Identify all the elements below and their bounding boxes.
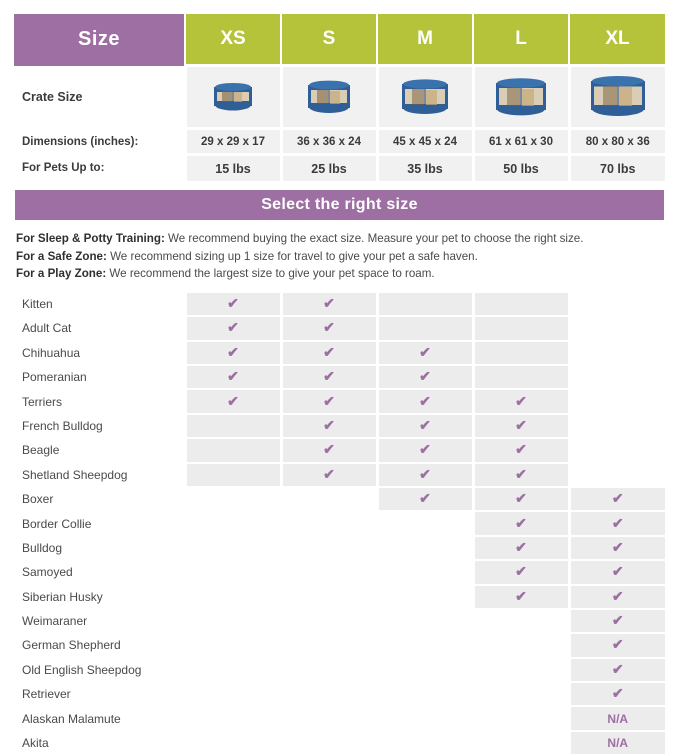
breed-fit-cell [473, 316, 569, 340]
check-icon: ✔ [227, 319, 239, 336]
breed-fit-cell [473, 438, 569, 462]
breed-matrix-table [14, 291, 665, 754]
check-icon: ✔ [515, 587, 527, 604]
crate-image-l [473, 66, 569, 129]
crate-image-m [377, 66, 473, 129]
breed-fit-cell [569, 585, 665, 609]
breed-fit-cell [185, 365, 281, 389]
check-icon: ✔ [227, 368, 239, 385]
breed-fit-cell [473, 536, 569, 560]
dimensions-xs: 29 x 29 x 17 [185, 129, 281, 155]
check-icon: ✔ [515, 490, 527, 507]
check-icon: ✔ [323, 465, 335, 482]
breed-fit-cell [185, 316, 281, 340]
breed-fit-cell [185, 463, 281, 487]
pets-up-to-label: For Pets Up to: [14, 155, 185, 182]
playpen-icon [304, 76, 354, 114]
breed-fit-cell [185, 511, 281, 535]
breed-fit-cell [377, 487, 473, 511]
dimensions-m: 45 x 45 x 24 [377, 129, 473, 155]
breed-name: French Bulldog [14, 414, 185, 438]
breed-fit-cell [185, 658, 281, 682]
table-row [14, 414, 665, 438]
breed-fit-cell [281, 487, 377, 511]
crate-size-label: Crate Size [14, 66, 185, 129]
breed-fit-cell [281, 536, 377, 560]
breed-fit-cell [377, 731, 473, 754]
breed-fit-cell [281, 389, 377, 413]
note-sleep-potty [16, 230, 663, 248]
breed-fit-cell [377, 341, 473, 365]
table-row [14, 560, 665, 584]
check-icon: ✔ [515, 563, 527, 580]
check-icon: ✔ [611, 612, 624, 629]
check-icon: ✔ [419, 343, 431, 360]
playpen-icon [398, 75, 452, 115]
breed-fit-cell [473, 585, 569, 609]
weight-s: 25 lbs [281, 155, 377, 182]
breed-fit-cell [281, 316, 377, 340]
check-icon: ✔ [515, 465, 527, 482]
check-icon: ✔ [323, 441, 335, 458]
breed-fit-cell [185, 438, 281, 462]
breed-fit-cell [281, 585, 377, 609]
check-icon: ✔ [515, 416, 527, 433]
table-row [14, 682, 665, 706]
breed-name: Siberian Husky [14, 585, 185, 609]
breed-fit-cell [185, 609, 281, 633]
check-icon: ✔ [419, 392, 431, 409]
table-row [14, 658, 665, 682]
breed-fit-cell [281, 341, 377, 365]
header-col-s: S [281, 14, 377, 66]
header-size-label: Size [14, 14, 185, 66]
check-icon: ✔ [611, 685, 624, 702]
breed-fit-cell [377, 633, 473, 657]
breed-fit-cell [377, 585, 473, 609]
breed-name: Border Collie [14, 511, 185, 535]
breed-fit-cell [281, 682, 377, 706]
check-icon: ✔ [227, 295, 239, 312]
crate-size-row [14, 66, 665, 129]
playpen-icon [492, 74, 550, 116]
breed-fit-cell [569, 536, 665, 560]
breed-fit-cell [281, 658, 377, 682]
breed-fit-cell [185, 536, 281, 560]
breed-fit-cell [377, 414, 473, 438]
breed-fit-cell [185, 487, 281, 511]
breed-fit-cell [569, 414, 665, 438]
weight-xl: 70 lbs [569, 155, 665, 182]
note-play-zone-bold: For a Play Zone: [16, 267, 107, 281]
crate-image-s [281, 66, 377, 129]
breed-fit-cell [281, 706, 377, 730]
table-row [14, 633, 665, 657]
note-play-zone-text: We recommend the largest size to give your pet space to roam. [106, 267, 435, 281]
breed-fit-cell [281, 560, 377, 584]
breed-fit-cell [473, 706, 569, 730]
breed-fit-cell [377, 292, 473, 316]
check-icon: ✔ [419, 490, 431, 507]
breed-fit-cell [569, 316, 665, 340]
breed-name: Kitten [14, 292, 185, 316]
breed-name: Pomeranian [14, 365, 185, 389]
breed-fit-cell [377, 609, 473, 633]
notes-row [14, 221, 665, 291]
breed-fit-cell [473, 414, 569, 438]
breed-fit-cell [569, 292, 665, 316]
breed-fit-cell [473, 463, 569, 487]
table-row [14, 731, 665, 754]
check-icon: ✔ [515, 441, 527, 458]
dimensions-row [14, 129, 665, 155]
breed-fit-cell [569, 609, 665, 633]
breed-fit-cell [185, 706, 281, 730]
check-icon: ✔ [227, 392, 239, 409]
breed-fit-cell [185, 682, 281, 706]
breed-fit-cell [473, 365, 569, 389]
breed-fit-cell [569, 487, 665, 511]
breed-fit-cell [185, 389, 281, 413]
header-col-l: L [473, 14, 569, 66]
breed-fit-cell [377, 316, 473, 340]
breed-name: Weimaraner [14, 609, 185, 633]
note-safe-zone-bold: For a Safe Zone: [16, 249, 107, 263]
check-icon: ✔ [611, 587, 624, 604]
breed-fit-cell [473, 633, 569, 657]
breed-name: German Shepherd [14, 633, 185, 657]
breed-fit-cell [377, 365, 473, 389]
breed-fit-cell [473, 511, 569, 535]
breed-fit-cell [377, 682, 473, 706]
table-row [14, 536, 665, 560]
check-icon: ✔ [419, 416, 431, 433]
weight-l: 50 lbs [473, 155, 569, 182]
breed-fit-cell [185, 633, 281, 657]
breed-fit-cell [185, 414, 281, 438]
breed-fit-cell [281, 365, 377, 389]
banner-cell [14, 181, 665, 221]
breed-name: Adult Cat [14, 316, 185, 340]
breed-fit-cell [185, 341, 281, 365]
table-header-row [14, 14, 665, 66]
table-row [14, 389, 665, 413]
breed-name: Boxer [14, 487, 185, 511]
breed-fit-cell [281, 511, 377, 535]
breed-name: Alaskan Malamute [14, 706, 185, 730]
breed-fit-cell [473, 658, 569, 682]
breed-name: Beagle [14, 438, 185, 462]
check-icon: ✔ [611, 514, 624, 531]
breed-fit-cell [281, 292, 377, 316]
breed-fit-cell [473, 731, 569, 754]
dimensions-s: 36 x 36 x 24 [281, 129, 377, 155]
breed-fit-cell [281, 438, 377, 462]
check-icon: ✔ [611, 538, 624, 555]
weight-xs: 15 lbs [185, 155, 281, 182]
check-icon: ✔ [323, 295, 335, 312]
check-icon: ✔ [323, 416, 335, 433]
banner-row [14, 181, 665, 221]
breed-fit-cell [569, 463, 665, 487]
pets-up-to-row [14, 155, 665, 182]
playpen-icon [587, 72, 649, 117]
dimensions-xl: 80 x 80 x 36 [569, 129, 665, 155]
table-row [14, 585, 665, 609]
dimensions-l: 61 x 61 x 30 [473, 129, 569, 155]
check-icon: ✔ [515, 538, 527, 555]
breed-name: Samoyed [14, 560, 185, 584]
check-icon: ✔ [611, 660, 624, 677]
breed-fit-cell [185, 292, 281, 316]
breed-fit-cell [569, 633, 665, 657]
breed-fit-cell [281, 609, 377, 633]
breed-fit-cell [473, 487, 569, 511]
notes-block [14, 221, 665, 291]
breed-name: Old English Sheepdog [14, 658, 185, 682]
playpen-icon [210, 78, 256, 112]
check-icon: ✔ [323, 343, 335, 360]
breed-fit-cell [377, 536, 473, 560]
check-icon: ✔ [419, 368, 431, 385]
banner-title: Select the right size [15, 190, 664, 220]
breed-name: Chihuahua [14, 341, 185, 365]
breed-fit-cell [377, 389, 473, 413]
table-row [14, 365, 665, 389]
table-row [14, 706, 665, 730]
breed-fit-cell [377, 706, 473, 730]
check-icon: ✔ [419, 441, 431, 458]
breed-fit-cell [569, 658, 665, 682]
breed-fit-cell [185, 585, 281, 609]
breed-fit-cell [569, 731, 665, 754]
breed-fit-cell [377, 560, 473, 584]
breed-fit-cell [473, 609, 569, 633]
breed-fit-cell [569, 560, 665, 584]
table-row [14, 292, 665, 316]
note-sleep-potty-bold: For Sleep & Potty Training: [16, 232, 165, 245]
note-safe-zone-text: We recommend sizing up 1 size for travel to give your pet a safe haven. [106, 249, 478, 263]
breed-name: Retriever [14, 682, 185, 706]
breed-fit-cell [185, 560, 281, 584]
breed-name: Shetland Sheepdog [14, 463, 185, 487]
check-icon: ✔ [323, 319, 335, 336]
note-safe-zone [16, 248, 663, 266]
table-row [14, 609, 665, 633]
header-col-xl: XL [569, 14, 665, 66]
crate-image-xl [569, 66, 665, 129]
breed-fit-cell [569, 389, 665, 413]
breed-fit-cell [377, 463, 473, 487]
note-sleep-potty-text: We recommend buying the exact size. Measure your pet to choose the right size. [164, 232, 584, 245]
table-row [14, 511, 665, 535]
breed-fit-cell [377, 438, 473, 462]
check-icon: ✔ [227, 343, 239, 360]
breed-fit-cell [281, 414, 377, 438]
check-icon: ✔ [611, 490, 624, 507]
check-icon: ✔ [419, 465, 431, 482]
breed-fit-cell [473, 560, 569, 584]
check-icon: ✔ [323, 368, 335, 385]
breed-fit-cell [569, 438, 665, 462]
breed-name: Akita [14, 731, 185, 754]
breed-fit-cell [569, 365, 665, 389]
breed-name: Terriers [14, 389, 185, 413]
breed-fit-cell [377, 511, 473, 535]
dimensions-label: Dimensions (inches): [14, 129, 185, 155]
breed-fit-cell [473, 341, 569, 365]
breed-fit-cell [377, 658, 473, 682]
breed-fit-cell [569, 706, 665, 730]
breed-fit-cell [473, 682, 569, 706]
weight-m: 35 lbs [377, 155, 473, 182]
check-icon: ✔ [323, 392, 335, 409]
table-row [14, 316, 665, 340]
check-icon: ✔ [611, 563, 624, 580]
breed-fit-cell [569, 682, 665, 706]
check-icon: ✔ [515, 514, 527, 531]
breed-fit-cell [569, 511, 665, 535]
breed-name: Bulldog [14, 536, 185, 560]
breed-fit-cell [569, 341, 665, 365]
breed-fit-cell [281, 633, 377, 657]
table-row [14, 463, 665, 487]
header-col-xs: XS [185, 14, 281, 66]
header-col-m: M [377, 14, 473, 66]
note-play-zone [16, 265, 663, 283]
check-icon: ✔ [611, 636, 624, 653]
breed-fit-cell [473, 389, 569, 413]
check-icon: ✔ [515, 392, 527, 409]
breed-fit-cell [185, 731, 281, 754]
crate-image-xs [185, 66, 281, 129]
table-row [14, 438, 665, 462]
table-row [14, 341, 665, 365]
table-row [14, 487, 665, 511]
size-chart-table [14, 14, 665, 291]
breed-fit-cell [281, 731, 377, 754]
not-available-label: N/A [607, 736, 629, 751]
breed-fit-cell [473, 292, 569, 316]
not-available-label: N/A [607, 711, 629, 726]
breed-fit-cell [281, 463, 377, 487]
